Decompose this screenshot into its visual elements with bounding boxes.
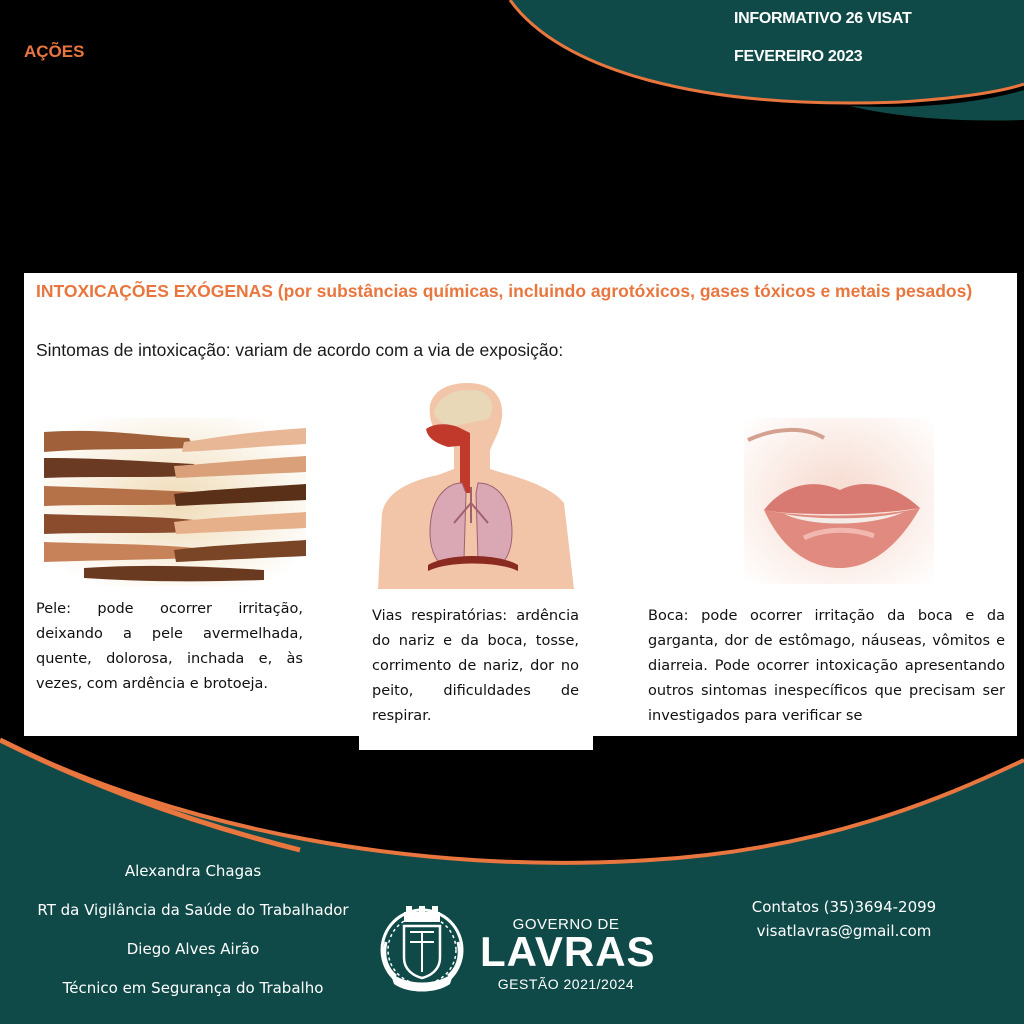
article-title: INTOXICAÇÕES EXÓGENAS (por substâncias químicas, incluindo agrotóxicos, gases tóxicos e metais pesados) <box>36 281 973 301</box>
contact-email: visatlavras@gmail.com <box>756 922 932 940</box>
contact-phone: Contatos (35)3694-2099 <box>751 898 937 916</box>
logo-top-text: GOVERNO DE <box>512 916 620 933</box>
footer-person-1: Alexandra Chagas <box>124 862 262 880</box>
article-subtitle: Sintomas de intoxicação: variam de acordo com a via de exposição: <box>36 340 564 360</box>
newsletter-date: FEVEREIRO 2023 <box>734 48 863 65</box>
respiratory-system-image <box>378 383 574 589</box>
footer-person-2: Diego Alves Airão <box>126 940 260 958</box>
footer-role-2: Técnico em Segurança do Trabalho <box>62 979 324 997</box>
logo-bottom-text: GESTÃO 2021/2024 <box>497 976 635 992</box>
footer-role-1: RT da Vigilância da Saúde do Trabalhador <box>37 901 349 919</box>
newsletter-title: INFORMATIVO 26 VISAT <box>734 10 912 27</box>
mouth-lips-image <box>744 418 934 584</box>
mouth-description-container <box>648 604 1005 736</box>
skin-description: Pele: pode ocorrer irritação, deixando a pele avermelhada, quente, dolorosa, inchada e, às vezes, com ardência e brotoeja. <box>36 601 303 692</box>
mouth-description: Boca: pode ocorrer irritação da boca e da garganta, dor de estômago, náuseas, vômitos e diarreia. Pode ocorrer intoxicação apresentando outros sintomas inespecíficos que precisam ser investigados para verificar se <box>648 608 1005 724</box>
logo-name-text: LAVRAS <box>480 928 656 975</box>
hands-skin-image <box>44 418 306 586</box>
section-title: AÇÕES <box>24 42 85 61</box>
lavras-coat-of-arms-icon <box>376 902 468 998</box>
respiratory-description: Vias respiratórias: ardência do nariz e da boca, tosse, corrimento de nariz, dor no peito, dificuldades de respirar. <box>372 608 579 724</box>
